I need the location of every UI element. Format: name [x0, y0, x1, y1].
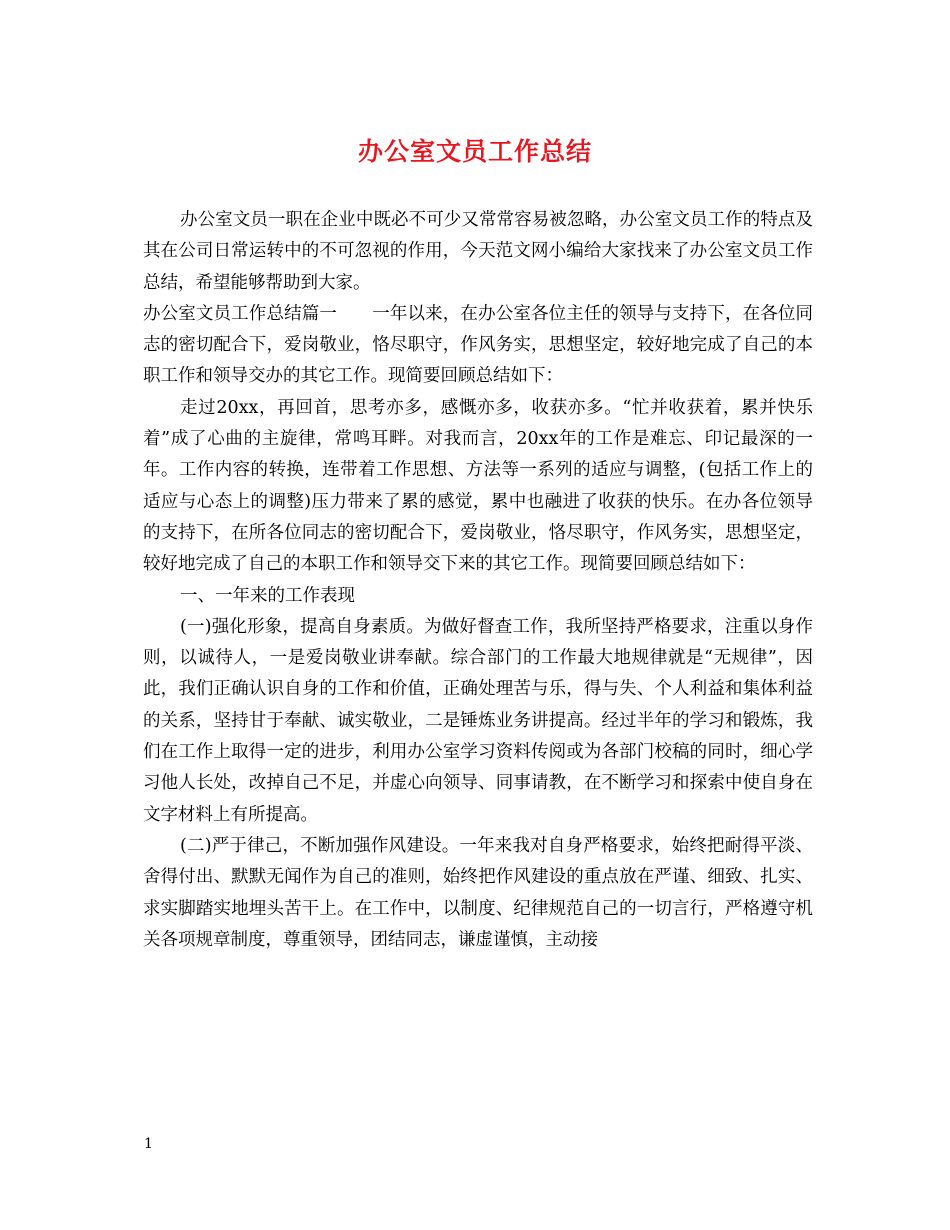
document-title: 办公室文员工作总结	[357, 137, 592, 166]
page-number: 1	[144, 1136, 153, 1152]
document-body	[143, 205, 813, 956]
paragraph-section-one-opening: 办公室文员工作总结篇一 一年以来，在办公室各位主任的领导与支持下，在各位同志的密切配合下，爱岗敬业，恪尽职守，作风务实，思想坚定，较好地完成了自己的本职工作和领导交办的其它工作。现简要回顾总结如下：	[143, 303, 813, 387]
paragraph-self-discipline: (二)严于律己，不断加强作风建设。一年来我对自身严格要求，始终把耐得平淡、舍得付出、默默无闻作为自己的准则，始终把作风建设的重点放在严谨、细致、扎实、求实脚踏实地埋头苦干上。在工作中，以制度、纪律规范自己的一切言行，严格遵守机关各项规章制度，尊重领导，团结同志，谦虚谨慎，主动接	[143, 835, 813, 950]
paragraph-intro: 办公室文员一职在企业中既必不可少又常常容易被忽略，办公室文员工作的特点及其在公司日常运转中的不可忽视的作用，今天范文网小编给大家找来了办公室文员工作总结，希望能够帮助到大家。	[143, 210, 813, 293]
paragraph-year-review: 走过20xx，再回首，思考亦多，感慨亦多，收获亦多。“忙并收获着，累并快乐着”成了心曲的主旋律，常鸣耳畔。对我而言，20xx年的工作是难忘、印记最深的一年。工作内容的转换，连带着工作思想、方法等一系列的适应与调整，(包括工作上的适应与心态上的调整)压力带来了累的感觉，累中也融进了收获的快乐。在办各位领导的支持下，在所各位同志的密切配合下，爱岗敬业，恪尽职守，作风务实，思想坚定，较好地完成了自己的本职工作和领导交下来的其它工作。现简要回顾总结如下：	[143, 397, 813, 575]
paragraph-strengthen-image: (一)强化形象，提高自身素质。为做好督查工作，我所坚持严格要求，注重以身作则，以诚待人，一是爱岗敬业讲奉献。综合部门的工作最大地规律就是“无规律”，因此，我们正确认识自身的工作和价值，正确处理苦与乐，得与失、个人利益和集体利益的关系，坚持甘于奉献、诚实敬业，二是锤炼业务讲提高。经过半年的学习和锻炼，我们在工作上取得一定的进步，利用办公室学习资料传阅或为各部门校稿的同时，细心学习他人长处，改掉自己不足，并虚心向领导、同事请教，在不断学习和探索中使自身在文字材料上有所提高。	[143, 616, 813, 825]
section-heading-work-performance: 一、一年来的工作表现	[180, 585, 355, 606]
